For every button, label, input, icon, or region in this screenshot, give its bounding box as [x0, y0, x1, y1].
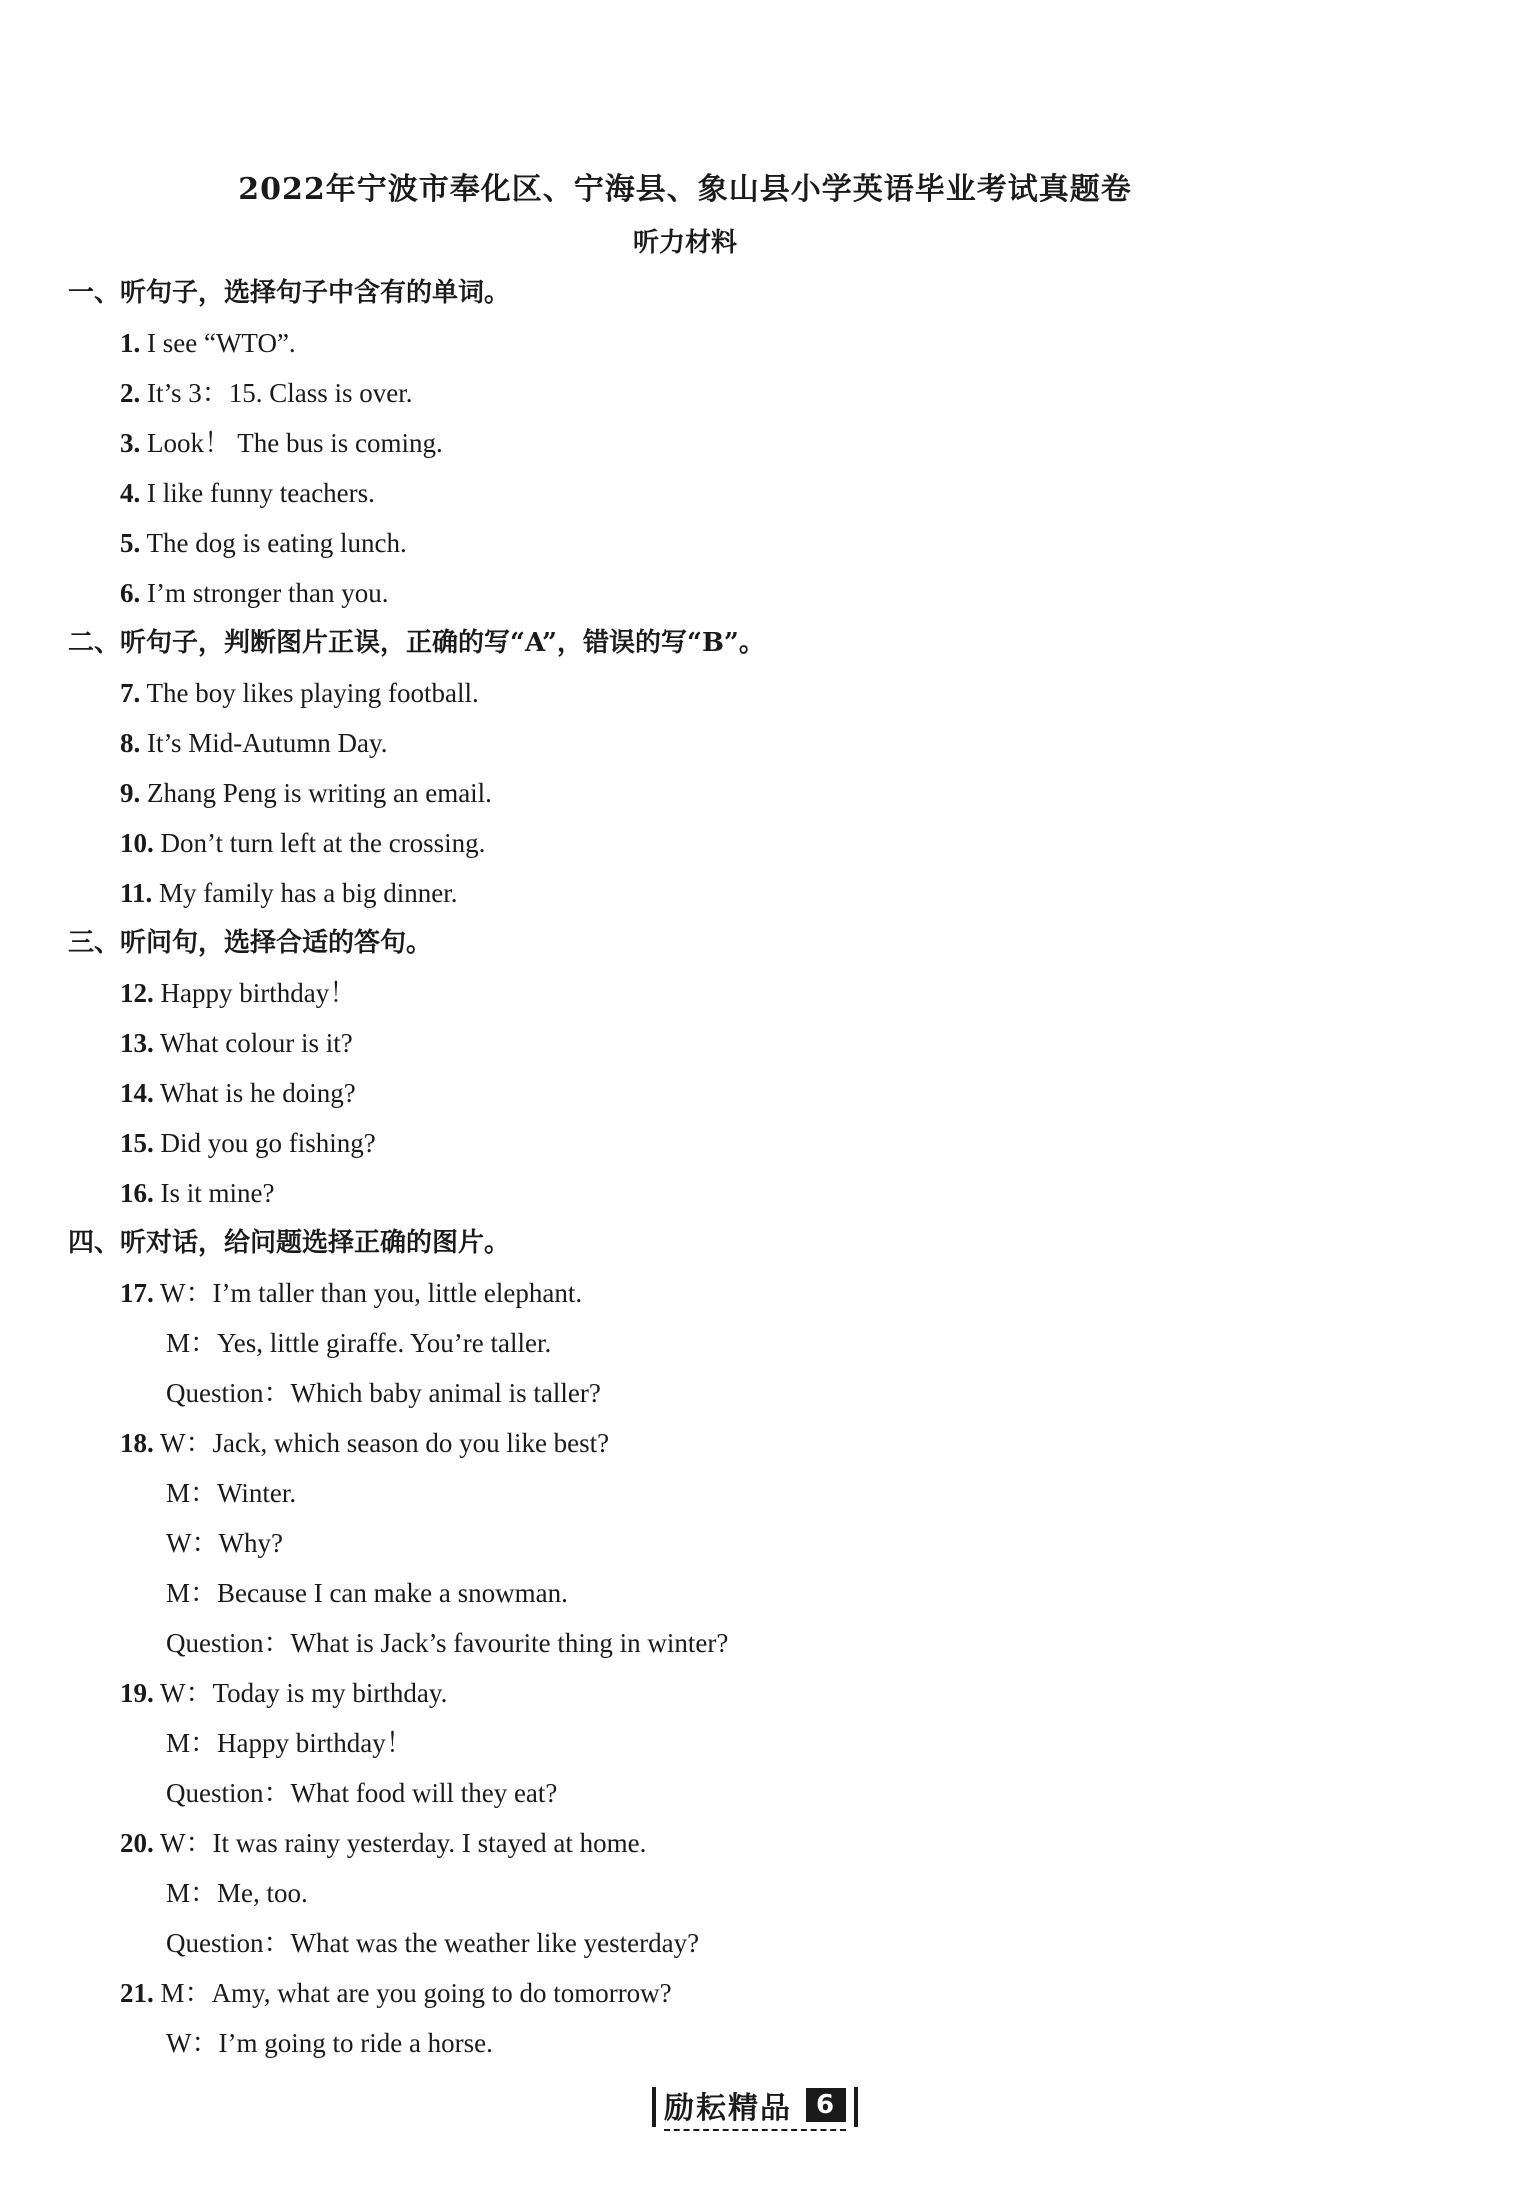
question-text: W：It was rainy yesterday. I stayed at home.: [153, 1828, 647, 1858]
dialogue-line: M：Yes, little giraffe. You’re taller.: [166, 1328, 552, 1358]
question-text: W：Today is my birthday.: [153, 1678, 448, 1708]
section-heading: 一、听句子，选择句子中含有的单词。: [68, 278, 511, 308]
page-number: 6: [806, 2088, 846, 2122]
dialogue-line: W：I’m going to ride a horse.: [166, 2028, 493, 2058]
question-item: [68, 1818, 1468, 1868]
question-number: 5.: [120, 528, 141, 558]
question-item: [68, 418, 1468, 468]
question-text: I like funny teachers.: [140, 478, 375, 508]
dialogue-line: M：Happy birthday！: [166, 1728, 413, 1758]
question-item: [68, 768, 1468, 818]
dialogue-line: W：Why?: [166, 1528, 283, 1558]
dialogue-line: M：Me, too.: [166, 1878, 308, 1908]
footer-bar-right: [854, 2087, 858, 2127]
dialogue-line: M：Because I can make a snowman.: [166, 1578, 568, 1608]
question-item: [68, 1168, 1468, 1218]
question-item: [68, 368, 1468, 418]
question-number: 9.: [120, 778, 141, 808]
question-number: 12.: [120, 978, 154, 1008]
question-text: W：I’m taller than you, little elephant.: [153, 1278, 583, 1308]
question-number: 13.: [120, 1028, 154, 1058]
question-text: Don’t turn left at the crossing.: [153, 828, 486, 858]
page-title: 2022年宁波市奉化区、宁海县、象山县小学英语毕业考试真题卷: [238, 172, 1132, 207]
question-text: W：Jack, which season do you like best?: [153, 1428, 610, 1458]
question-number: 4.: [120, 478, 141, 508]
question-number: 2.: [120, 378, 141, 408]
question-item: [68, 718, 1468, 768]
footer-bar-left: [652, 2087, 656, 2127]
dialogue-line: Question：Which baby animal is taller?: [166, 1378, 601, 1408]
question-text: Happy birthday！: [153, 978, 357, 1008]
question-item: [68, 518, 1468, 568]
question-number: 21.: [120, 1978, 154, 2008]
question-number: 17.: [120, 1278, 154, 1308]
question-text: The dog is eating lunch.: [140, 528, 407, 558]
dialogue-line: Question：What food will they eat?: [166, 1778, 558, 1808]
question-item: [68, 318, 1468, 368]
question-number: 14.: [120, 1078, 154, 1108]
section-heading: 三、听问句，选择合适的答句。: [68, 928, 433, 958]
page-subtitle: 听力材料: [632, 228, 737, 258]
question-number: 18.: [120, 1428, 154, 1458]
question-text: Is it mine?: [153, 1178, 275, 1208]
question-number: 7.: [120, 678, 141, 708]
dialogue-line: Question：What is Jack’s favourite thing in winter?: [166, 1628, 729, 1658]
question-number: 16.: [120, 1178, 154, 1208]
footer: [630, 2082, 880, 2132]
question-text: My family has a big dinner.: [152, 878, 458, 908]
question-text: Zhang Peng is writing an email.: [140, 778, 492, 808]
question-text: What colour is it?: [153, 1028, 353, 1058]
section-heading: 四、听对话，给问题选择正确的图片。: [68, 1228, 511, 1258]
exam-content: [68, 268, 1468, 2068]
section-heading: 二、听句子，判断图片正误，正确的写“A”，错误的写“B”。: [68, 628, 765, 658]
question-number: 3.: [120, 428, 141, 458]
question-number: 10.: [120, 828, 154, 858]
question-text: The boy likes playing football.: [140, 678, 479, 708]
question-number: 19.: [120, 1678, 154, 1708]
question-item: [68, 468, 1468, 518]
question-item: [68, 668, 1468, 718]
question-number: 15.: [120, 1128, 154, 1158]
question-item: [68, 818, 1468, 868]
question-item: [68, 568, 1468, 618]
question-number: 1.: [120, 328, 141, 358]
question-item: [68, 1668, 1468, 1718]
question-number: 20.: [120, 1828, 154, 1858]
question-item: [68, 1068, 1468, 1118]
question-number: 11.: [120, 878, 153, 908]
question-number: 8.: [120, 728, 141, 758]
dialogue-line: M：Winter.: [166, 1478, 297, 1508]
dialogue-line: Question：What was the weather like yesterday?: [166, 1928, 700, 1958]
question-item: [68, 1018, 1468, 1068]
question-text: Did you go fishing?: [153, 1128, 376, 1158]
question-text: M：Amy, what are you going to do tomorrow?: [153, 1978, 672, 2008]
question-text: I see “WTO”.: [140, 328, 296, 358]
footer-brand: [664, 2083, 846, 2131]
question-number: 6.: [120, 578, 141, 608]
question-text: Look！ The bus is coming.: [140, 428, 443, 458]
question-item: [68, 1268, 1468, 1318]
question-item: [68, 1418, 1468, 1468]
question-text: It’s Mid-Autumn Day.: [140, 728, 388, 758]
question-text: I’m stronger than you.: [140, 578, 389, 608]
question-text: It’s 3：15. Class is over.: [140, 378, 413, 408]
question-item: [68, 1968, 1468, 2018]
question-text: What is he doing?: [153, 1078, 356, 1108]
question-item: [68, 968, 1468, 1018]
footer-brand-text: 励耘精品: [663, 2091, 792, 2126]
question-item: [68, 1118, 1468, 1168]
question-item: [68, 868, 1468, 918]
